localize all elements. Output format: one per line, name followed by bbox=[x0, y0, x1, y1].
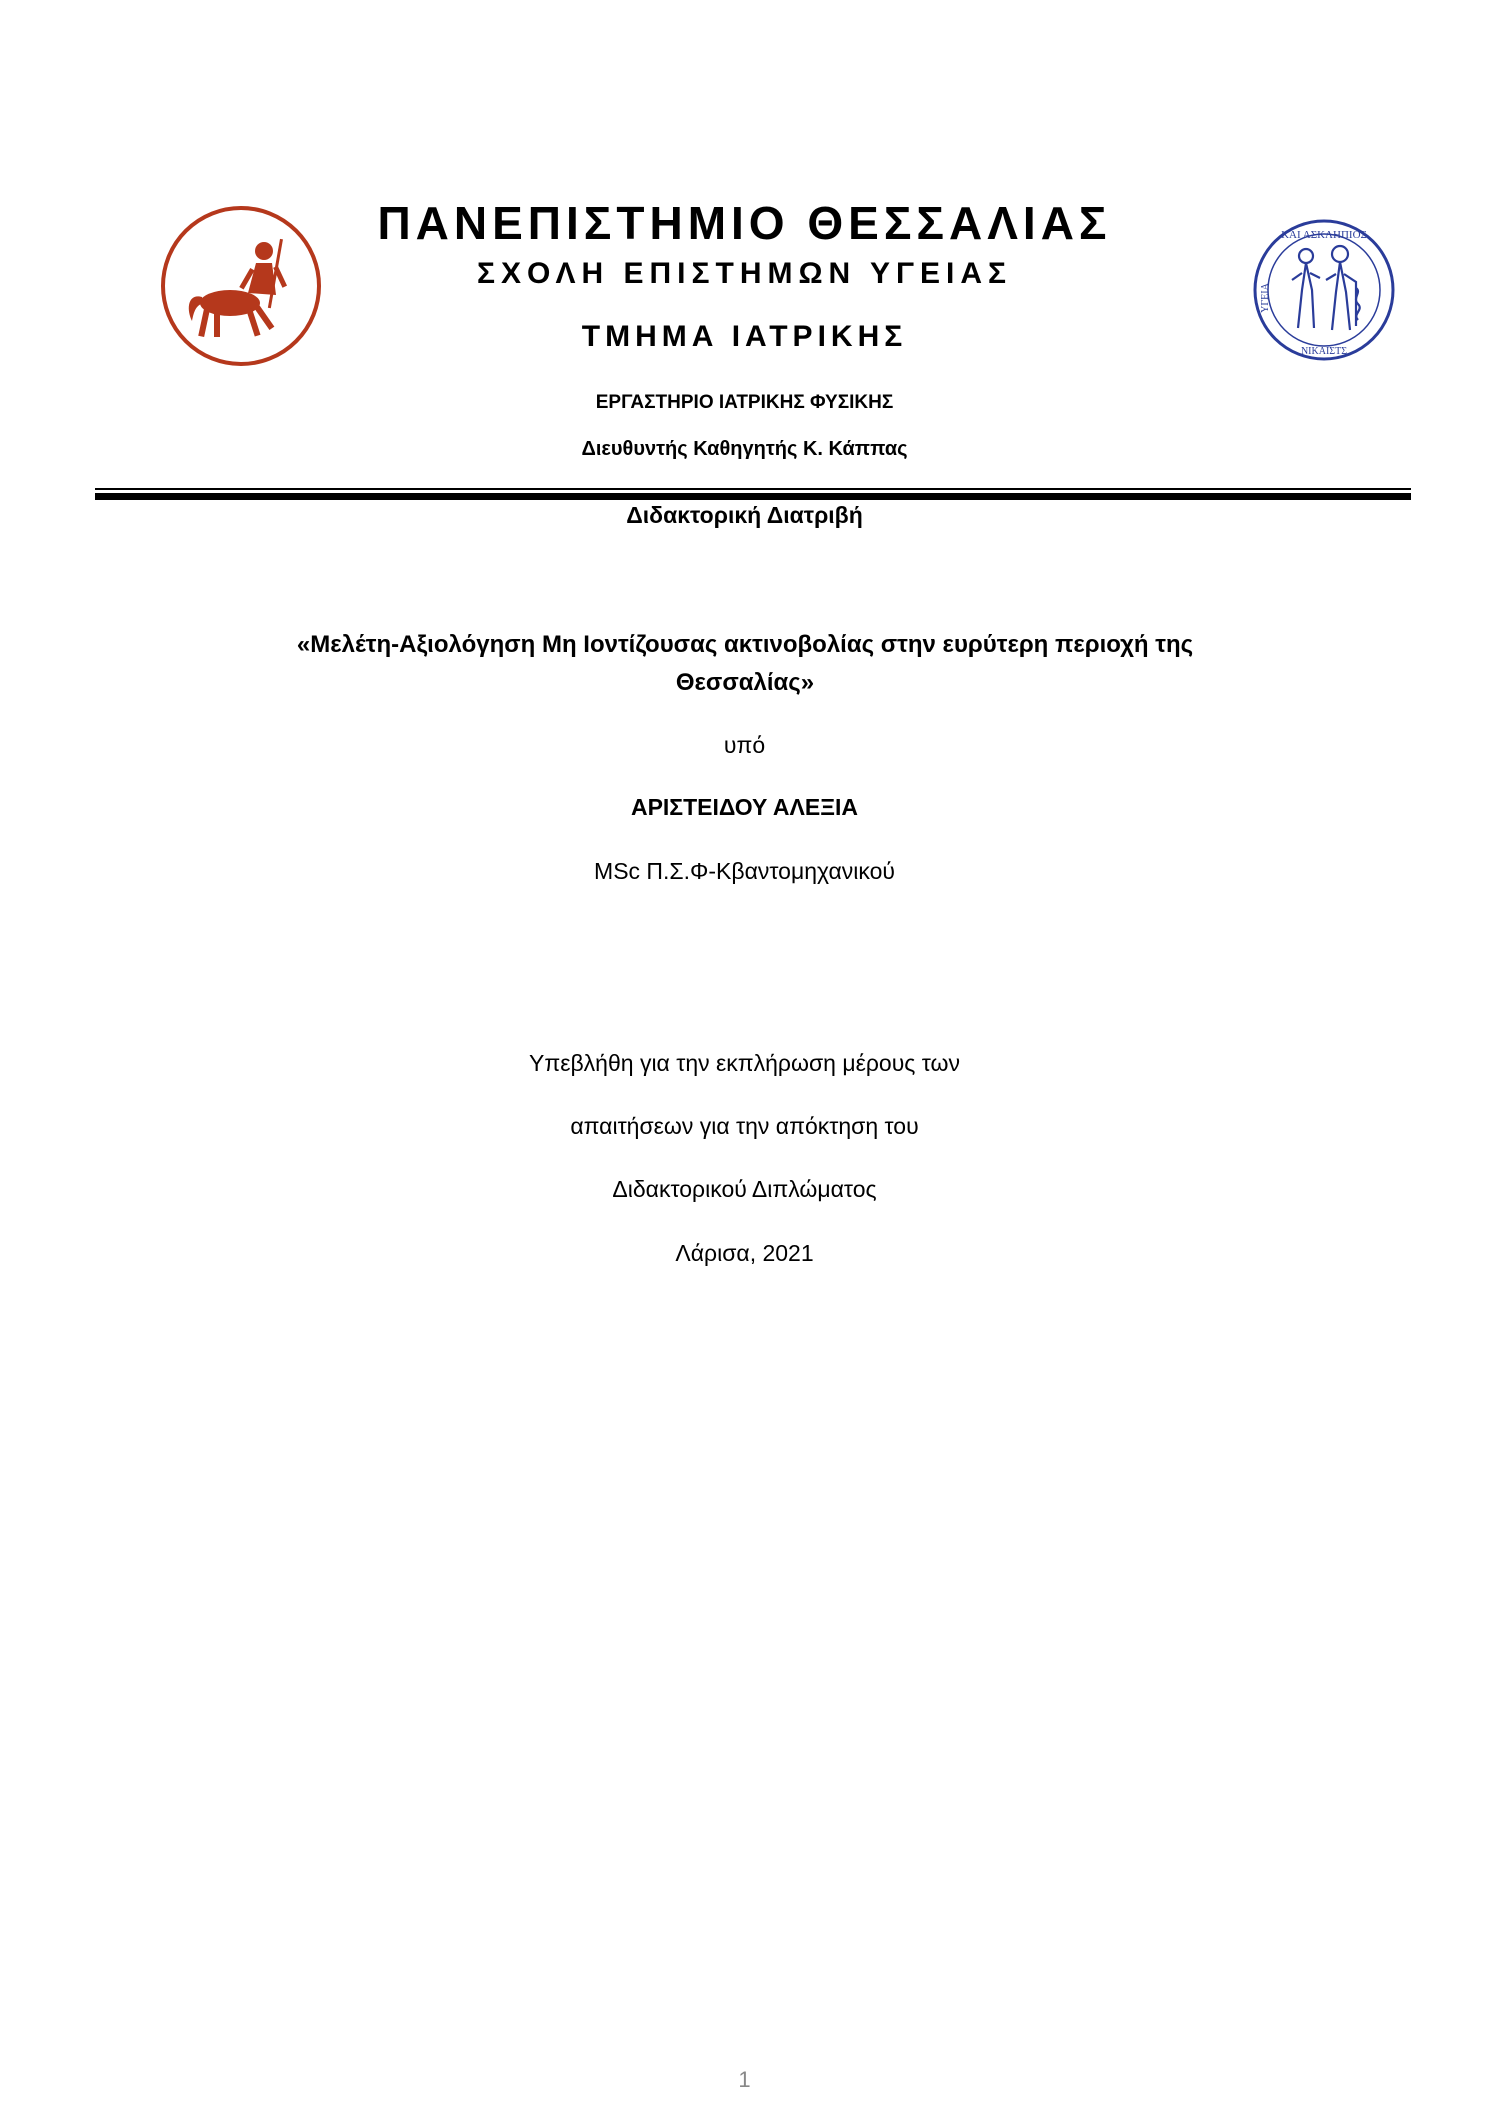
lab-name: ΕΡΓΑΣΤΗΡΙΟ ΙΑΤΡΙΚΗΣ ΦΥΣΙΚΗΣ bbox=[595, 392, 894, 413]
thesis-title: «Μελέτη-Αξιολόγηση Μη Ιοντίζουσας ακτινοβολίας στην ευρύτερη περιοχή της Θεσσαλίας» bbox=[296, 631, 1194, 696]
director-line: Διευθυντής Καθηγητής Κ. Κάππας bbox=[581, 438, 908, 460]
submission-line-1: Υπεβλήθη για την εκπλήρωση μέρους των bbox=[528, 1050, 960, 1076]
submission-line-2: απαιτήσεων για την απόκτηση του bbox=[570, 1113, 919, 1139]
by-label: υπό bbox=[723, 732, 766, 758]
header-divider-thick bbox=[95, 493, 1411, 500]
school-name: ΣΧΟΛΗ ΕΠΙΣΤΗΜΩΝ ΥΓΕΙΑΣ bbox=[476, 257, 1013, 290]
seal-text-top: ΚΑΙ ΑΣΚΛΗΠΙΟΣ bbox=[1281, 229, 1367, 241]
department-name: ΤΜΗΜΑ ΙΑΤΡΙΚΗΣ bbox=[581, 320, 908, 353]
place-date: Λάρισα, 2021 bbox=[675, 1240, 814, 1266]
header-divider-thin bbox=[95, 488, 1411, 490]
seal-text-bottom: ΝΙΚΑΙΣΤΣ bbox=[1300, 346, 1348, 357]
submission-line-3: Διδακτορικού Διπλώματος bbox=[612, 1176, 877, 1202]
author-degree: MSc Π.Σ.Φ-Κβαντομηχανικού bbox=[594, 858, 895, 884]
document-type: Διδακτορική Διατριβή bbox=[626, 502, 863, 528]
university-name: ΠΑΝΕΠΙΣΤΗΜΙΟ ΘΕΣΣΑΛΙΑΣ bbox=[377, 197, 1112, 249]
page-number: 1 bbox=[738, 2067, 751, 2092]
author-name: ΑΡΙΣΤΕΙΔΟΥ ΑΛΕΞΙΑ bbox=[630, 794, 859, 820]
seal-text-left: ΥΓΕΙΑ bbox=[1260, 283, 1271, 313]
